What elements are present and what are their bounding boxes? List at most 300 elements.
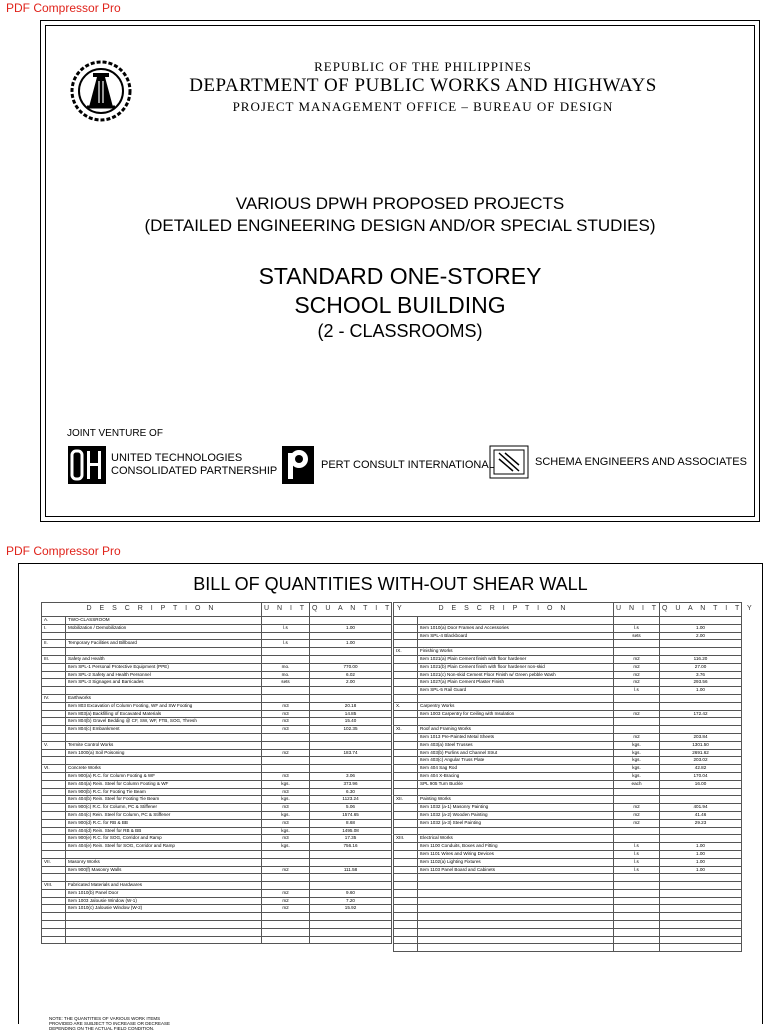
row-unit: m2: [614, 733, 660, 741]
row-description: [418, 718, 614, 726]
row-unit: kgs.: [614, 772, 660, 780]
row-quantity: [310, 913, 392, 921]
row-quantity: 2.00: [660, 632, 742, 640]
row-description: [418, 889, 614, 897]
row-unit: m2: [262, 889, 310, 897]
row-number: III.: [42, 655, 66, 663]
row-quantity: 116.20: [660, 655, 742, 663]
note-line: NOTE: THE QUANTITIES OF VARIOUS WORK ITEMS: [49, 1016, 161, 1021]
row-quantity: 14.85: [310, 710, 392, 718]
row-description: Finishing Works: [418, 648, 614, 656]
row-unit: [614, 882, 660, 890]
row-unit: m2: [262, 905, 310, 913]
row-number: [394, 827, 418, 835]
row-number: [394, 765, 418, 773]
row-description: Item 1021(c) Non-skid Cement Floor Finish w/ Green pebble Wash: [418, 671, 614, 679]
table-row: [42, 874, 392, 882]
row-number: V.: [42, 741, 66, 749]
row-quantity: [660, 827, 742, 835]
table-row: [394, 882, 742, 890]
row-number: [42, 710, 66, 718]
row-unit: [262, 850, 310, 858]
building-line-3: (2 - CLASSROOMS): [317, 321, 483, 341]
row-description: Item 1010(c) Jalousie Window (W-2): [66, 905, 262, 913]
row-quantity: 170.04: [660, 772, 742, 780]
row-quantity: 29.23: [660, 819, 742, 827]
row-number: A.: [42, 617, 66, 625]
row-unit: m3: [262, 835, 310, 843]
row-unit: kgs.: [262, 811, 310, 819]
row-quantity: 1.00: [660, 866, 742, 874]
row-unit: l.s: [614, 843, 660, 851]
table-row: [42, 796, 392, 804]
row-number: [394, 733, 418, 741]
row-quantity: 6.30: [310, 788, 392, 796]
row-description: Item 1100 Conduits, Boxes and Fitting: [418, 843, 614, 851]
table-row: [42, 827, 392, 835]
row-description: Item 403(b) Purlins and Channel Strut: [418, 749, 614, 757]
row-description: Item 403(c) Angular Truss Plate: [418, 757, 614, 765]
row-number: [394, 772, 418, 780]
row-quantity: 6.02: [310, 671, 392, 679]
row-number: [394, 679, 418, 687]
row-description: [418, 788, 614, 796]
row-description: Item SPL-2 Safety and Health Personnel: [66, 671, 262, 679]
row-description: Item 803 Excavation of Column Footing, WF and SW Footing: [66, 702, 262, 710]
row-number: [394, 866, 418, 874]
row-quantity: [310, 874, 392, 882]
row-number: [394, 804, 418, 812]
row-unit: [614, 913, 660, 921]
row-number: [42, 687, 66, 695]
row-number: [394, 718, 418, 726]
row-quantity: [660, 648, 742, 656]
row-quantity: 373.96: [310, 780, 392, 788]
row-description: Item 404 X-Bracing: [418, 772, 614, 780]
row-unit: m3: [262, 819, 310, 827]
row-quantity: [660, 905, 742, 913]
row-description: Item 1102(a) Lighting Fixtures: [418, 858, 614, 866]
row-description: [66, 874, 262, 882]
row-description: Item 1013 Pre-Painted Metal Sheets: [418, 733, 614, 741]
row-unit: [614, 702, 660, 710]
table-row: [42, 749, 392, 757]
row-number: VIII.: [42, 882, 66, 890]
table-row: [394, 663, 742, 671]
row-unit: l.s: [262, 624, 310, 632]
row-unit: m2: [614, 663, 660, 671]
table-row: [42, 866, 392, 874]
row-number: VII.: [42, 858, 66, 866]
row-description: Item 1010(b) Panel Door: [66, 889, 262, 897]
partner-utcp: [67, 445, 277, 485]
partner-pert: [281, 445, 495, 485]
row-number: [394, 843, 418, 851]
table-row: [394, 796, 742, 804]
row-description: Item 900(e) R.C. for SOG, Corridor and Ramp: [66, 835, 262, 843]
table-row: [42, 897, 392, 905]
header-description: D E S C R I P T I O N: [394, 603, 614, 617]
table-row: [42, 921, 392, 929]
row-unit: m2: [614, 671, 660, 679]
row-quantity: [660, 889, 742, 897]
row-quantity: [660, 702, 742, 710]
row-quantity: [310, 655, 392, 663]
row-description: Item SPL-5 Rail Guard: [418, 687, 614, 695]
table-row: [42, 733, 392, 741]
row-quantity: 27.00: [660, 663, 742, 671]
row-number: [42, 889, 66, 897]
row-quantity: [660, 694, 742, 702]
row-description: [66, 648, 262, 656]
row-unit: [262, 655, 310, 663]
row-description: [66, 850, 262, 858]
row-number: [42, 913, 66, 921]
row-number: [42, 850, 66, 858]
header-quantity: Q U A N T I T Y: [310, 603, 392, 617]
row-description: [66, 632, 262, 640]
partner-schema: [489, 445, 747, 479]
row-number: [394, 710, 418, 718]
row-unit: m3: [262, 710, 310, 718]
boq-header-row: [394, 603, 742, 617]
row-unit: [262, 733, 310, 741]
row-number: [42, 819, 66, 827]
row-unit: kgs.: [262, 780, 310, 788]
table-row: [42, 780, 392, 788]
table-row: [394, 733, 742, 741]
row-quantity: 1.00: [310, 640, 392, 648]
row-number: [394, 617, 418, 625]
row-number: [394, 928, 418, 936]
watermark-top: PDF Compressor Pro: [6, 1, 121, 15]
row-number: [42, 679, 66, 687]
table-row: [42, 858, 392, 866]
row-number: [42, 921, 66, 929]
row-quantity: [310, 928, 392, 936]
row-number: [394, 788, 418, 796]
row-description: Item 900(c) R.C. for Column, PC & Stiffener: [66, 804, 262, 812]
row-quantity: [310, 694, 392, 702]
utcp-name-line-2: CONSOLIDATED PARTNERSHIP: [111, 465, 278, 477]
department-line: DEPARTMENT OF PUBLIC WORKS AND HIGHWAYS: [189, 75, 657, 96]
row-quantity: 102.35: [310, 726, 392, 734]
row-unit: l.s: [614, 866, 660, 874]
republic-line: REPUBLIC OF THE PHILIPPINES: [314, 59, 532, 74]
row-description: SPL 905 Turn Buckle: [418, 780, 614, 788]
cover-sheet: [40, 20, 760, 522]
row-description: [418, 913, 614, 921]
row-number: [394, 671, 418, 679]
row-quantity: 1495.08: [310, 827, 392, 835]
row-unit: [262, 757, 310, 765]
row-quantity: [310, 850, 392, 858]
boq-sheet: [18, 563, 763, 1031]
row-description: Temporary Facilities and Billboard: [66, 640, 262, 648]
row-unit: m3: [262, 788, 310, 796]
pert-logo-icon: [281, 445, 315, 485]
row-unit: [262, 687, 310, 695]
row-unit: [262, 936, 310, 944]
table-row: [394, 889, 742, 897]
row-quantity: [310, 921, 392, 929]
row-unit: m2: [262, 749, 310, 757]
row-number: [42, 811, 66, 819]
row-number: [42, 757, 66, 765]
table-row: [42, 702, 392, 710]
table-row: [42, 640, 392, 648]
row-unit: m2: [262, 866, 310, 874]
row-quantity: 1.00: [660, 850, 742, 858]
row-description: Item 1010(a) Door Frames and Accessories: [418, 624, 614, 632]
boq-note: [49, 1016, 170, 1031]
row-number: [394, 640, 418, 648]
row-unit: m3: [262, 718, 310, 726]
row-quantity: [660, 944, 742, 952]
row-description: Item 403(a) Steel Trusses: [418, 741, 614, 749]
row-unit: l.s: [614, 850, 660, 858]
row-description: [66, 757, 262, 765]
joint-venture-label: JOINT VENTURE OF: [67, 428, 163, 439]
row-description: Item 804(c) Embankment: [66, 726, 262, 734]
row-description: Earthworks: [66, 694, 262, 702]
row-quantity: 7.20: [310, 897, 392, 905]
row-quantity: [310, 882, 392, 890]
row-description: Item 900(f) Masonry Walls: [66, 866, 262, 874]
table-row: [394, 679, 742, 687]
table-row: [394, 765, 742, 773]
row-description: [418, 882, 614, 890]
table-row: [394, 749, 742, 757]
row-description: [66, 921, 262, 929]
utcp-logo-icon: [67, 445, 107, 485]
row-description: [66, 936, 262, 944]
row-description: Electrical Works: [418, 835, 614, 843]
row-unit: sets: [614, 632, 660, 640]
row-quantity: [310, 757, 392, 765]
table-row: [394, 617, 742, 625]
row-number: II.: [42, 640, 66, 648]
row-quantity: [660, 718, 742, 726]
row-number: [394, 921, 418, 929]
row-description: Item 1021(b) Plain Cement finish with floor hardener non-skid: [418, 663, 614, 671]
row-unit: [262, 921, 310, 929]
table-row: [394, 835, 742, 843]
table-row: [42, 905, 392, 913]
row-description: [418, 928, 614, 936]
table-row: [42, 617, 392, 625]
table-row: [42, 819, 392, 827]
row-number: [394, 944, 418, 952]
row-quantity: [310, 765, 392, 773]
row-number: [394, 889, 418, 897]
table-row: [42, 757, 392, 765]
header-quantity: Q U A N T I T Y: [660, 603, 742, 617]
row-quantity: 770.00: [310, 663, 392, 671]
row-unit: [614, 694, 660, 702]
row-unit: kgs.: [614, 757, 660, 765]
table-row: [42, 687, 392, 695]
row-unit: [262, 928, 310, 936]
row-unit: m2: [262, 897, 310, 905]
row-description: Item 804(b) Gravel Bedding @ CF, SW, WF, FTB, SOG, Thresh: [66, 718, 262, 726]
table-row: [394, 702, 742, 710]
row-number: [394, 694, 418, 702]
row-number: [42, 772, 66, 780]
row-unit: kgs.: [614, 765, 660, 773]
schema-logo-icon: [489, 445, 529, 479]
row-unit: [262, 882, 310, 890]
row-number: [394, 819, 418, 827]
watermark-bottom: PDF Compressor Pro: [6, 544, 121, 558]
row-number: [394, 811, 418, 819]
row-unit: m2: [614, 819, 660, 827]
row-number: VI.: [42, 765, 66, 773]
row-unit: [262, 765, 310, 773]
row-unit: [614, 874, 660, 882]
row-quantity: [310, 936, 392, 944]
row-quantity: 1.00: [660, 858, 742, 866]
row-description: Item 1032 (a-1) Masonry Painting: [418, 804, 614, 812]
row-number: [42, 780, 66, 788]
row-quantity: [660, 640, 742, 648]
row-unit: m3: [262, 772, 310, 780]
row-number: [394, 882, 418, 890]
row-unit: l.s: [262, 640, 310, 648]
row-description: Item 900(b) R.C. for Footing Tie Beam: [66, 788, 262, 796]
table-row: [394, 819, 742, 827]
row-number: [42, 749, 66, 757]
table-row: [42, 694, 392, 702]
table-row: [42, 843, 392, 851]
row-number: XIII.: [394, 835, 418, 843]
row-quantity: 401.94: [660, 804, 742, 812]
row-quantity: [310, 741, 392, 749]
row-quantity: [660, 913, 742, 921]
row-unit: [614, 718, 660, 726]
row-description: Item SPL-3 Signages and Barricades: [66, 679, 262, 687]
row-description: Item 1032 (a-3) Steel Painting: [418, 819, 614, 827]
row-unit: [614, 936, 660, 944]
row-number: [42, 796, 66, 804]
row-unit: m3: [262, 726, 310, 734]
header-description: D E S C R I P T I O N: [42, 603, 262, 617]
table-row: [394, 928, 742, 936]
row-number: [42, 905, 66, 913]
row-quantity: [660, 928, 742, 936]
row-unit: [614, 796, 660, 804]
row-unit: [614, 617, 660, 625]
row-quantity: 15.92: [310, 905, 392, 913]
row-quantity: 172.42: [660, 710, 742, 718]
header-unit: U N I T: [614, 603, 660, 617]
row-unit: [614, 944, 660, 952]
table-row: [394, 757, 742, 765]
table-row: [42, 765, 392, 773]
table-row: [394, 718, 742, 726]
row-quantity: 293.56: [660, 679, 742, 687]
row-number: [42, 874, 66, 882]
row-number: [394, 850, 418, 858]
row-unit: kgs.: [614, 749, 660, 757]
row-number: [42, 928, 66, 936]
row-unit: l.s: [614, 687, 660, 695]
row-unit: m2: [614, 655, 660, 663]
utcp-name-line-1: UNITED TECHNOLOGIES: [111, 452, 243, 464]
row-description: Painting Works: [418, 796, 614, 804]
table-row: [394, 687, 742, 695]
row-description: Concrete Works: [66, 765, 262, 773]
row-description: [418, 694, 614, 702]
row-unit: [262, 741, 310, 749]
row-description: [418, 944, 614, 952]
row-unit: kgs.: [262, 827, 310, 835]
boq-table-right: [393, 602, 755, 952]
row-description: TWO-CLASSROOM: [66, 617, 262, 625]
row-quantity: 756.16: [310, 843, 392, 851]
row-quantity: [660, 874, 742, 882]
row-description: [66, 733, 262, 741]
row-quantity: [660, 796, 742, 804]
row-number: [394, 757, 418, 765]
row-unit: [614, 726, 660, 734]
row-description: Item 900(d) R.C. for RB & BB: [66, 819, 262, 827]
row-description: [418, 905, 614, 913]
row-description: Masonry Works: [66, 858, 262, 866]
table-row: [394, 710, 742, 718]
row-quantity: 9.60: [310, 889, 392, 897]
row-quantity: [310, 858, 392, 866]
row-unit: mo.: [262, 663, 310, 671]
row-unit: kgs.: [262, 796, 310, 804]
table-row: [394, 694, 742, 702]
row-quantity: 2.00: [310, 679, 392, 687]
row-unit: [614, 921, 660, 929]
row-unit: [614, 640, 660, 648]
table-row: [42, 889, 392, 897]
table-row: [394, 921, 742, 929]
table-row: [42, 679, 392, 687]
table-row: [42, 882, 392, 890]
row-quantity: [310, 632, 392, 640]
table-row: [394, 944, 742, 952]
table-row: [394, 874, 742, 882]
row-unit: [614, 905, 660, 913]
row-quantity: 5.06: [310, 804, 392, 812]
table-row: [42, 655, 392, 663]
table-row: [42, 811, 392, 819]
row-number: XII.: [394, 796, 418, 804]
table-row: [394, 897, 742, 905]
table-row: [394, 624, 742, 632]
row-quantity: [660, 882, 742, 890]
row-number: [42, 648, 66, 656]
row-quantity: [660, 726, 742, 734]
table-row: [394, 827, 742, 835]
row-quantity: 1301.50: [660, 741, 742, 749]
boq-title: BILL OF QUANTITIES WITH-OUT SHEAR WALL: [193, 574, 588, 594]
table-row: [42, 913, 392, 921]
table-row: [394, 780, 742, 788]
row-description: Safety and Health: [66, 655, 262, 663]
note-line: DEPENDING ON THE ACTUAL FIELD CONDITION.: [49, 1026, 155, 1031]
table-row: [42, 804, 392, 812]
row-quantity: [660, 921, 742, 929]
row-description: Item 1103 Panel Board and Cabinets: [418, 866, 614, 874]
row-unit: [262, 648, 310, 656]
table-row: [394, 640, 742, 648]
row-unit: [262, 694, 310, 702]
